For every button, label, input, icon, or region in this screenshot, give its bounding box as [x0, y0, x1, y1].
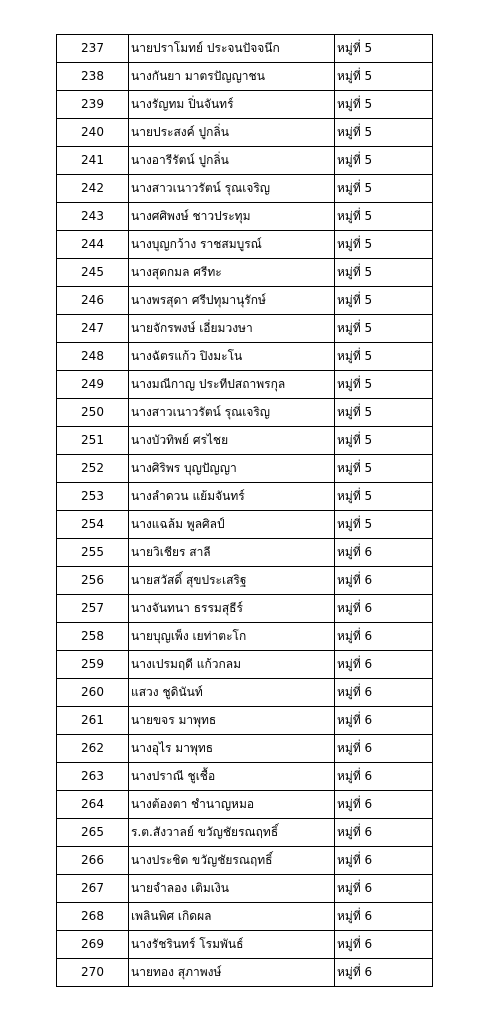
village-cell: หมู่ที่ 5	[335, 371, 433, 399]
table-row	[57, 91, 433, 119]
person-name-cell: นางรัชรินทร์ โรมพันธ์	[129, 931, 335, 959]
table-row	[57, 63, 433, 91]
person-name-cell: นางสุดกมล ศรีทะ	[129, 259, 335, 287]
row-number-cell: 256	[57, 567, 129, 595]
row-number-cell: 249	[57, 371, 129, 399]
table-row	[57, 931, 433, 959]
person-name-cell: นางบุญกว้าง ราชสมบูรณ์	[129, 231, 335, 259]
row-number-cell: 259	[57, 651, 129, 679]
person-name-cell: นางลำดวน แย้มจันทร์	[129, 483, 335, 511]
village-cell: หมู่ที่ 5	[335, 63, 433, 91]
table-row	[57, 175, 433, 203]
person-name-cell: นายวิเชียร สาลี	[129, 539, 335, 567]
person-name-cell: นางจันทนา ธรรมสุธีร์	[129, 595, 335, 623]
person-name-cell: นางปราณี ชูเชื้อ	[129, 763, 335, 791]
village-cell: หมู่ที่ 6	[335, 679, 433, 707]
village-cell: หมู่ที่ 6	[335, 595, 433, 623]
row-number-cell: 261	[57, 707, 129, 735]
village-cell: หมู่ที่ 5	[335, 483, 433, 511]
person-name-cell: นางศิริพร บุญปัญญา	[129, 455, 335, 483]
person-name-cell: นางประชิด ขวัญชัยรณฤทธิ์	[129, 847, 335, 875]
person-name-cell: นายประสงค์ ปูกลิ่น	[129, 119, 335, 147]
village-cell: หมู่ที่ 5	[335, 511, 433, 539]
table-row	[57, 371, 433, 399]
person-name-cell: นางเปรมฤดี แก้วกลม	[129, 651, 335, 679]
table-row	[57, 623, 433, 651]
row-number-cell: 242	[57, 175, 129, 203]
village-cell: หมู่ที่ 5	[335, 455, 433, 483]
table-row	[57, 847, 433, 875]
person-name-cell: นายสวัสดิ์ สุขประเสริฐ	[129, 567, 335, 595]
row-number-cell: 239	[57, 91, 129, 119]
village-cell: หมู่ที่ 6	[335, 539, 433, 567]
row-number-cell: 241	[57, 147, 129, 175]
person-name-cell: นางสาวเนาวรัตน์ รุณเจริญ	[129, 175, 335, 203]
row-number-cell: 244	[57, 231, 129, 259]
village-cell: หมู่ที่ 5	[335, 231, 433, 259]
village-cell: หมู่ที่ 6	[335, 931, 433, 959]
table-row	[57, 679, 433, 707]
village-cell: หมู่ที่ 5	[335, 399, 433, 427]
village-cell: หมู่ที่ 6	[335, 903, 433, 931]
village-cell: หมู่ที่ 6	[335, 875, 433, 903]
village-cell: หมู่ที่ 5	[335, 343, 433, 371]
person-name-cell: นางมณีกาญ ประทีปสถาพรกุล	[129, 371, 335, 399]
row-number-cell: 267	[57, 875, 129, 903]
table-row	[57, 791, 433, 819]
person-name-cell: นายบุญเพ็ง เยท่าตะโก	[129, 623, 335, 651]
table-row	[57, 315, 433, 343]
table-row	[57, 511, 433, 539]
person-name-cell: นายทอง สุภาพงษ์	[129, 959, 335, 987]
table-row	[57, 147, 433, 175]
person-name-cell: นางอุไร มาพุทธ	[129, 735, 335, 763]
row-number-cell: 270	[57, 959, 129, 987]
table-row	[57, 875, 433, 903]
row-number-cell: 247	[57, 315, 129, 343]
roster-table-body	[57, 35, 433, 987]
table-row	[57, 903, 433, 931]
table-row	[57, 567, 433, 595]
roster-table	[56, 34, 433, 987]
table-row	[57, 763, 433, 791]
table-row	[57, 595, 433, 623]
person-name-cell: เพลินพิศ เกิดผล	[129, 903, 335, 931]
table-row	[57, 287, 433, 315]
row-number-cell: 262	[57, 735, 129, 763]
person-name-cell: นางต้องตา ชำนาญหมอ	[129, 791, 335, 819]
row-number-cell: 266	[57, 847, 129, 875]
table-row	[57, 35, 433, 63]
village-cell: หมู่ที่ 6	[335, 959, 433, 987]
village-cell: หมู่ที่ 5	[335, 35, 433, 63]
village-cell: หมู่ที่ 5	[335, 427, 433, 455]
person-name-cell: นางกันยา มาตรปัญญาชน	[129, 63, 335, 91]
row-number-cell: 265	[57, 819, 129, 847]
village-cell: หมู่ที่ 5	[335, 287, 433, 315]
table-row	[57, 819, 433, 847]
village-cell: หมู่ที่ 6	[335, 651, 433, 679]
row-number-cell: 248	[57, 343, 129, 371]
village-cell: หมู่ที่ 6	[335, 623, 433, 651]
table-row	[57, 707, 433, 735]
village-cell: หมู่ที่ 6	[335, 763, 433, 791]
row-number-cell: 240	[57, 119, 129, 147]
row-number-cell: 238	[57, 63, 129, 91]
row-number-cell: 260	[57, 679, 129, 707]
row-number-cell: 254	[57, 511, 129, 539]
table-row	[57, 735, 433, 763]
person-name-cell: นางศศิพงษ์ ชาวประทุม	[129, 203, 335, 231]
table-row	[57, 119, 433, 147]
person-name-cell: นางรัญทม ปิ่นจันทร์	[129, 91, 335, 119]
table-row	[57, 651, 433, 679]
table-row	[57, 343, 433, 371]
row-number-cell: 268	[57, 903, 129, 931]
table-row	[57, 231, 433, 259]
row-number-cell: 237	[57, 35, 129, 63]
person-name-cell: นายจำลอง เติมเงิน	[129, 875, 335, 903]
person-name-cell: นางฉัตรแก้ว ปิงมะโน	[129, 343, 335, 371]
table-row	[57, 539, 433, 567]
person-name-cell: แสวง ชูดินันท์	[129, 679, 335, 707]
person-name-cell: นางบัวทิพย์ ศรไชย	[129, 427, 335, 455]
row-number-cell: 245	[57, 259, 129, 287]
row-number-cell: 251	[57, 427, 129, 455]
village-cell: หมู่ที่ 5	[335, 119, 433, 147]
row-number-cell: 253	[57, 483, 129, 511]
village-cell: หมู่ที่ 5	[335, 175, 433, 203]
person-name-cell: นายจักรพงษ์ เอี่ยมวงษา	[129, 315, 335, 343]
person-name-cell: นางแฉล้ม พูลศิลป์	[129, 511, 335, 539]
row-number-cell: 263	[57, 763, 129, 791]
table-row	[57, 455, 433, 483]
table-row	[57, 399, 433, 427]
row-number-cell: 264	[57, 791, 129, 819]
table-row	[57, 427, 433, 455]
row-number-cell: 257	[57, 595, 129, 623]
table-row	[57, 259, 433, 287]
village-cell: หมู่ที่ 6	[335, 567, 433, 595]
row-number-cell: 252	[57, 455, 129, 483]
person-name-cell: นายปราโมทย์ ประจนปัจจนึก	[129, 35, 335, 63]
village-cell: หมู่ที่ 5	[335, 91, 433, 119]
village-cell: หมู่ที่ 5	[335, 147, 433, 175]
village-cell: หมู่ที่ 6	[335, 791, 433, 819]
row-number-cell: 246	[57, 287, 129, 315]
row-number-cell: 269	[57, 931, 129, 959]
village-cell: หมู่ที่ 6	[335, 819, 433, 847]
row-number-cell: 243	[57, 203, 129, 231]
village-cell: หมู่ที่ 6	[335, 847, 433, 875]
village-cell: หมู่ที่ 6	[335, 735, 433, 763]
village-cell: หมู่ที่ 5	[335, 259, 433, 287]
row-number-cell: 255	[57, 539, 129, 567]
person-name-cell: นายขจร มาพุทธ	[129, 707, 335, 735]
village-cell: หมู่ที่ 6	[335, 707, 433, 735]
person-name-cell: ร.ต.สังวาลย์ ขวัญชัยรณฤทธิ์	[129, 819, 335, 847]
person-name-cell: นางพรสุดา ศรีปทุมานุรักษ์	[129, 287, 335, 315]
row-number-cell: 258	[57, 623, 129, 651]
village-cell: หมู่ที่ 5	[335, 315, 433, 343]
table-row	[57, 203, 433, 231]
table-row	[57, 483, 433, 511]
row-number-cell: 250	[57, 399, 129, 427]
village-cell: หมู่ที่ 5	[335, 203, 433, 231]
person-name-cell: นางสาวเนาวรัตน์ รุณเจริญ	[129, 399, 335, 427]
table-row	[57, 959, 433, 987]
person-name-cell: นางอารีรัตน์ ปูกลิ่น	[129, 147, 335, 175]
